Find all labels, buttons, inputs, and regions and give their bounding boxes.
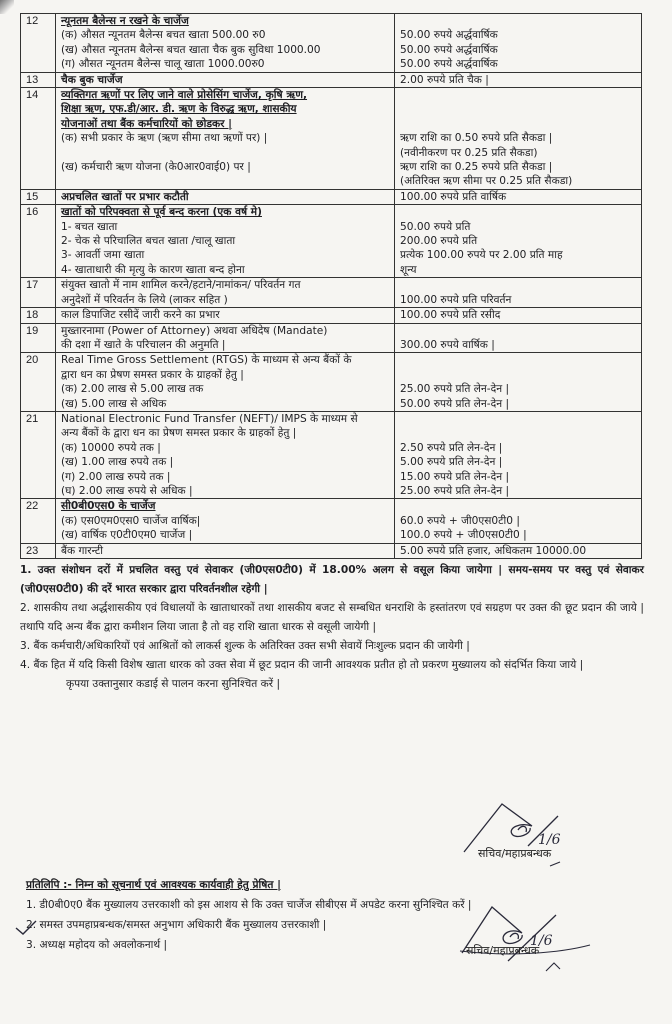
row-text: अनुदेशों में परिवर्तन के लिये (लाकर सहित ) bbox=[61, 293, 228, 306]
charge-value: 60.0 रुपये + जी0एस0टी0 | bbox=[400, 514, 520, 527]
table-row bbox=[21, 411, 642, 498]
table-row bbox=[21, 189, 642, 204]
row-item: (ख) औसत न्यूनतम बैलेन्स बचत खाता चैक बुक सुविधा 1000.00 bbox=[61, 43, 321, 56]
table-row bbox=[21, 353, 642, 412]
table-row bbox=[21, 543, 642, 558]
row-charge bbox=[395, 353, 642, 412]
row-number: 20 bbox=[21, 353, 56, 412]
copy-item: 3. अध्यक्ष महोदय को अवलोकनार्थ | bbox=[26, 939, 168, 951]
row-item: (क) 10000 रुपये तक | bbox=[61, 441, 161, 454]
row-charge bbox=[395, 411, 642, 498]
note-government-accounts: 2. शासकीय तथा अर्द्धशासकीय एवं विधालयों के खाताधारकों तथा शासकीय बजट से सम्बधित धनराशि के हस्तांतरण एवं सग्रहण पर उक्त की छूट प्रदान की जाये | तथापि यदि अन्य बैंक द्वारा कमीशन लिया जाता है तो वह राशि खाता धारक से वसूली जायेगी | bbox=[20, 602, 644, 633]
table-row bbox=[21, 88, 642, 190]
row-item: (ख) कर्मचारी ऋण योजना (के0आर0वाई0) पर | bbox=[61, 161, 251, 174]
closing-instruction: कृपया उक्तानुसार कडाई से पालन करना सुनिश्चित करें | bbox=[66, 678, 281, 690]
row-item: (ख) 5.00 लाख से अधिक bbox=[61, 397, 167, 410]
table-row bbox=[21, 278, 642, 308]
row-charge bbox=[395, 189, 642, 204]
row-description bbox=[56, 323, 395, 353]
charge-value: 50.00 रुपये प्रति लेन-देन | bbox=[400, 397, 510, 410]
row-text: संयुक्त खातो में नाम शामिल करने/हटाने/नामांकन/ परिवर्तन गत bbox=[61, 279, 301, 292]
row-item: (ख) वार्षिक ए0टी0एम0 चार्जेज | bbox=[61, 529, 193, 542]
charge-value: 100.0 रुपये + जी0एस0टी0 | bbox=[400, 529, 527, 542]
row-description bbox=[56, 189, 395, 204]
charge-value: (नवीनीकरण पर 0.25 प्रति सैकडा) bbox=[400, 146, 538, 159]
note-special-exemption: 4. बैंक हित में यदि किसी विशेष खाता धारक को उक्त सेवा में छूट प्रदान की जानी आवश्यक प्रतीत हो तो प्रकरण मुख्यालय को संदर्भित किया जाये | bbox=[20, 659, 584, 671]
row-charge bbox=[395, 88, 642, 190]
row-item: (क) 2.00 लाख से 5.00 लाख तक bbox=[61, 383, 204, 396]
charge-value: 25.00 रुपये प्रति लेन-देन | bbox=[400, 484, 510, 497]
row-description bbox=[56, 353, 395, 412]
row-charge bbox=[395, 323, 642, 353]
row-description bbox=[56, 499, 395, 543]
charge-value: 5.00 रुपये प्रति लेन-देन | bbox=[400, 456, 503, 469]
document-body bbox=[20, 13, 644, 694]
signature-block-2 bbox=[450, 905, 630, 985]
charge-value: 50.00 रुपये प्रति bbox=[400, 220, 471, 233]
row-text: की दशा में खाते के परिचालन की अनुमति | bbox=[61, 338, 226, 351]
row-text: बैंक गारन्टी bbox=[61, 544, 104, 557]
charge-value: प्रत्येक 100.00 रुपये पर 2.00 प्रति माह bbox=[400, 249, 563, 262]
row-description bbox=[56, 72, 395, 87]
row-description bbox=[56, 308, 395, 323]
charge-value: 15.00 रुपये प्रति लेन-देन | bbox=[400, 470, 510, 483]
table-row bbox=[21, 205, 642, 278]
row-number: 21 bbox=[21, 411, 56, 498]
charge-value: 50.00 रुपये अर्द्धवार्षिक bbox=[400, 43, 498, 56]
note-staff-exemption: 3. बैंक कर्मचारी/अधिकारियों एवं आश्रितों को लाकर्स शुल्क के अतिरिक्त उक्त सभी सेवायें निःशुल्क प्रदान की जायेगी | bbox=[20, 640, 470, 652]
row-item: 1- बचत खाता bbox=[61, 220, 118, 233]
signatory-designation: सचिव/महाप्रबन्धक bbox=[466, 944, 540, 957]
charge-value: 100.00 रुपये प्रति परिवर्तन bbox=[400, 293, 512, 306]
charge-value: ऋण राशि का 0.25 रुपये प्रति सैकडा | bbox=[400, 161, 553, 174]
row-item: (क) सभी प्रकार के ऋण (ऋण सीमा तथा ऋणों पर) | bbox=[61, 132, 268, 145]
charges-table bbox=[20, 13, 642, 559]
charge-value: 200.00 रुपये प्रति bbox=[400, 235, 478, 248]
charge-value: 2.00 रुपये प्रति चैक | bbox=[400, 73, 489, 86]
signature-block-1 bbox=[450, 800, 630, 870]
copy-item: 1. डी0बी0ए0 बैंक मुख्यालय उत्तरकाशी को इस आशय से कि उक्त चार्जेज सीबीएस में अपडेट करना सुनिश्चित करें | bbox=[26, 899, 472, 911]
row-heading: अप्रचलित खातों पर प्रभार कटौती bbox=[61, 190, 189, 203]
row-number: 15 bbox=[21, 189, 56, 204]
row-text: काल डिपाजिट रसीदें जारी करने का प्रभार bbox=[61, 309, 220, 322]
note-gst: 1. उक्त संशोधन दरों में प्रचलित वस्तु एवं सेवाकर (जी0एस0टी0) में 18.00% अलग से वसूल किया जायेगा | समय-समय पर वस्तु एवं सेवाकर (जी0एस0टी0) की दरें भारत सरकार द्वारा परिवर्तनशील रहेगी | bbox=[20, 564, 644, 595]
checkmark-icon bbox=[14, 918, 38, 938]
table-row bbox=[21, 72, 642, 87]
row-charge bbox=[395, 205, 642, 278]
row-charge bbox=[395, 278, 642, 308]
row-heading: न्यूनतम बैलेन्स न रखने के चार्जेज bbox=[61, 15, 189, 27]
copy-title: प्रतिलिपि :- निम्न को सूचनार्थ एवं आवश्यक कार्यवाही हेतु प्रेषित | bbox=[26, 879, 281, 891]
charge-value: 2.50 रुपये प्रति लेन-देन | bbox=[400, 441, 503, 454]
row-text: National Electronic Fund Transfer (NEFT)/ IMPS के माध्यम से bbox=[61, 412, 358, 425]
row-description bbox=[56, 88, 395, 190]
charge-value: शून्य bbox=[400, 263, 417, 276]
row-text: अन्य बैंकों के द्वारा धन का प्रेषण समस्त प्रकार के ग्राहकों हेतु | bbox=[61, 427, 297, 440]
table-row bbox=[21, 308, 642, 323]
notes-section bbox=[20, 561, 644, 694]
copy-item: 2. समस्त उपमहाप्रबन्धक/समस्त अनुभाग अधिकारी बैंक मुख्यालय उत्तरकाशी | bbox=[26, 919, 327, 931]
charge-value: 300.00 रुपये वार्षिक | bbox=[400, 338, 495, 351]
row-number: 17 bbox=[21, 278, 56, 308]
row-number: 12 bbox=[21, 14, 56, 73]
row-heading: चैक बुक चार्जेज bbox=[61, 73, 123, 86]
charge-value: (अतिरिक्त ऋण सीमा पर 0.25 प्रति सैकडा) bbox=[400, 175, 573, 188]
row-number: 16 bbox=[21, 205, 56, 278]
charge-value: 50.00 रुपये अर्द्धवार्षिक bbox=[400, 29, 498, 42]
row-description bbox=[56, 278, 395, 308]
row-text: द्वारा धन का प्रेषण समस्त प्रकार के ग्राहकों हेतु | bbox=[61, 368, 244, 381]
row-text: मुख्तारनामा (Power of Attorney) अथवा अधिदेष (Mandate) bbox=[61, 324, 328, 337]
row-charge bbox=[395, 543, 642, 558]
row-item: (ख) 1.00 लाख रुपये तक | bbox=[61, 456, 174, 469]
row-charge bbox=[395, 72, 642, 87]
row-number: 23 bbox=[21, 543, 56, 558]
row-heading: खातों को परिपक्वता से पूर्व बन्द करना (एक वर्ष मे) bbox=[61, 206, 262, 219]
row-number: 14 bbox=[21, 88, 56, 190]
scan-corner-shadow bbox=[0, 0, 14, 14]
row-text: Real Time Gross Settlement (RTGS) के माध्यम से अन्य बैंकों के bbox=[61, 354, 352, 367]
row-description bbox=[56, 14, 395, 73]
row-charge bbox=[395, 499, 642, 543]
row-heading: सी0बी0एस0 के चार्जेज bbox=[61, 500, 156, 513]
row-item: 4- खाताधारी की मृत्यु के कारण खाता बन्द होना bbox=[61, 263, 245, 276]
row-description bbox=[56, 411, 395, 498]
row-number: 22 bbox=[21, 499, 56, 543]
row-item: (क) औसत न्यूनतम बैलेन्स बचत खाता 500.00 रु0 bbox=[61, 29, 266, 42]
row-charge bbox=[395, 308, 642, 323]
row-charge bbox=[395, 14, 642, 73]
charge-value: 100.00 रुपये प्रति रसीद bbox=[400, 309, 501, 322]
row-item: (ग) 2.00 लाख रुपये तक | bbox=[61, 470, 171, 483]
row-item: (घ) 2.00 लाख रुपये से अधिक | bbox=[61, 484, 193, 497]
row-heading: शिक्षा ऋण, एफ.डी/आर. डी. ऋण के विरुद्ध ऋण, शासकीय bbox=[61, 103, 297, 116]
charge-value: 5.00 रुपये प्रति हजार, अधिकतम 10000.00 bbox=[400, 544, 587, 557]
signature-date-mark: 1/6 bbox=[530, 933, 553, 949]
row-number: 18 bbox=[21, 308, 56, 323]
row-item: 2- चेक से परिचालित बचत खाता /चालू खाता bbox=[61, 235, 236, 248]
charge-value: 25.00 रुपये प्रति लेन-देन | bbox=[400, 383, 510, 396]
row-heading: व्यक्तिगत ऋणों पर लिए जाने वाले प्रोसेसिंग चार्जेज, कृषि ऋण, bbox=[61, 89, 308, 102]
signature-date-mark: 1/6 bbox=[538, 832, 561, 848]
row-description bbox=[56, 543, 395, 558]
row-number: 19 bbox=[21, 323, 56, 353]
charge-value: ऋण राशि का 0.50 रुपये प्रति सैकडा | bbox=[400, 132, 553, 145]
charge-value: 50.00 रुपये अर्द्धवार्षिक bbox=[400, 58, 498, 71]
signatory-designation: सचिव/महाप्रबन्धक bbox=[478, 847, 552, 860]
row-heading: योजनाओं तथा बैंक कर्मचारियों को छोडकर | bbox=[61, 117, 233, 130]
table-row bbox=[21, 323, 642, 353]
row-number: 13 bbox=[21, 72, 56, 87]
row-description bbox=[56, 205, 395, 278]
row-item: 3- आवर्ती जमा खाता bbox=[61, 249, 145, 262]
charge-value: 100.00 रुपये प्रति वार्षिक bbox=[400, 190, 507, 203]
table-row bbox=[21, 499, 642, 543]
table-row bbox=[21, 14, 642, 73]
row-item: (क) एस0एम0एस0 चार्जेज वार्षिक| bbox=[61, 514, 201, 527]
row-item: (ग) औसत न्यूनतम बैलेन्स चालू खाता 1000.00रु0 bbox=[61, 58, 265, 71]
